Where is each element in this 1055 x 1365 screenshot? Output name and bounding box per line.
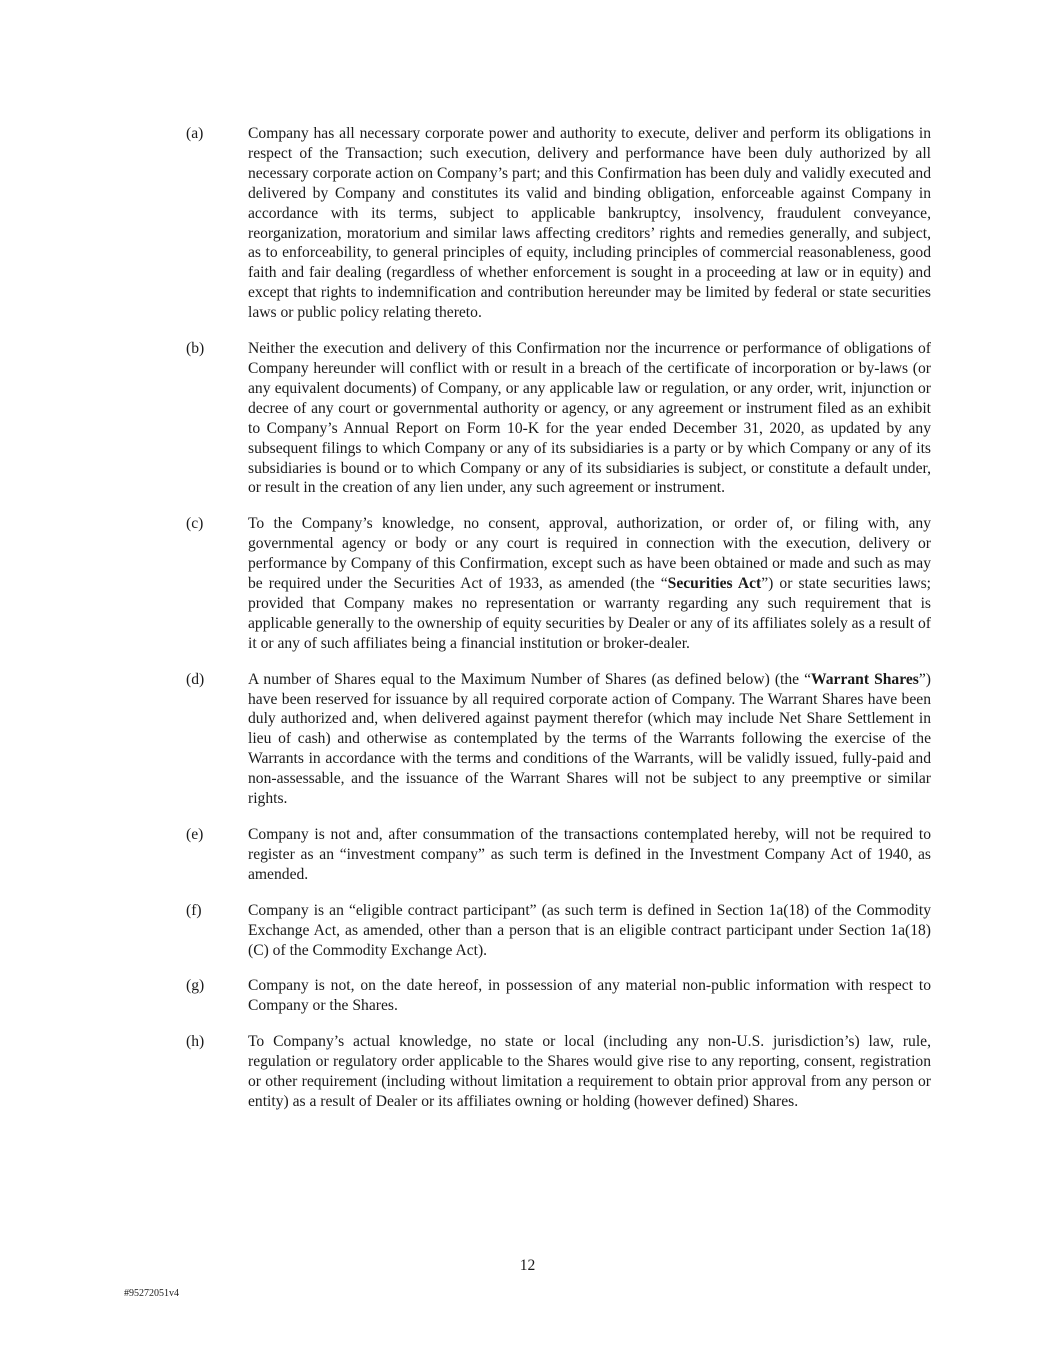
clause-text: To Company’s actual knowledge, no state or local (including any non-U.S. jurisdiction’s) law, rule, regulation or regulatory order applicable to the Shares would give rise to any reporting, consent, registration or other requirement (including without limitation a requirement to obtain prior approval from any person or entity) as a result of Dealer or its affiliates owning or holding (however defined) Shares. bbox=[248, 1033, 931, 1110]
defined-term: Securities Act bbox=[667, 575, 762, 593]
clause-label: (c) bbox=[186, 515, 204, 533]
clause-list bbox=[186, 124, 931, 1128]
clause-text: Company is not, on the date hereof, in possession of any material non-public information with respect to Company or the Shares. bbox=[248, 977, 931, 1015]
defined-term: Warrant Shares bbox=[811, 670, 919, 688]
clause-label: (e) bbox=[186, 826, 204, 843]
page-number: 12 bbox=[519, 1257, 536, 1274]
document-id: #95272051v4 bbox=[124, 1288, 179, 1299]
clause-a bbox=[186, 124, 931, 323]
clause-text: Neither the execution and delivery of this Confirmation nor the incurrence or performance of obligations of Company hereunder will conflict with or result in a breach of the certificate of incorporation or by-laws (or any equivalent documents) of Company, or any applicable law or regulation, or any order, writ, injunction or decree of any court or governmental authority or agency, or any agreement or instrument filed as an exhibit to Company’s Annual Report on Form 10-K for the year ended December 31, 2020, as updated by any subsequent filings to which Company or any of its subsidiaries is a party or by which Company or any of its subsidiaries is bound or to which Company or any of its subsidiaries is subject, or constitute a default under, or result in the creation of any lien under, any such agreement or instrument. bbox=[248, 340, 931, 497]
clause-g bbox=[186, 976, 931, 1016]
clause-f bbox=[186, 901, 931, 961]
clause-label: (a) bbox=[186, 125, 204, 142]
clause-label: (h) bbox=[186, 1033, 205, 1051]
clause-c bbox=[186, 514, 931, 653]
clause-text bbox=[248, 670, 931, 809]
clause-b bbox=[186, 339, 931, 498]
clause-text: Company has all necessary corporate power and authority to execute, deliver and perform its obligations in respect of the Transaction; such execution, delivery and performance have been duly authorized by all necessary corporate action on Company’s part; and this Confirmation has been duly and validly executed and delivered by Company and constitutes its valid and binding obligation, enforceable against Company in accordance with its terms, subject to applicable bankruptcy, insolvency, fraudulent conveyance, reorganization, moratorium and similar laws affecting creditors’ rights and remedies generally, and subject, as to enforceability, to general principles of equity, including principles of commercial reasonableness, good faith and fair dealing (regardless of whether enforcement is sought in a proceeding at law or in equity) and except that rights to indemnification and contribution hereunder may be limited by federal or state securities laws or public policy relating thereto. bbox=[248, 125, 931, 322]
clause-e bbox=[186, 825, 931, 885]
clause-label: (f) bbox=[186, 901, 202, 919]
clause-text: Company is not and, after consummation of the transactions contemplated hereby, will not be required to register as an “investment company” as such term is defined in the Investment Company Act of 1940, as amended. bbox=[248, 826, 931, 883]
clause-text: Company is an “eligible contract participant” (as such term is defined in Section 1a(18) of the Commodity Exchange Act, as amended, other than a person that is an eligible contract participant under Section 1a(18)(C) of the Commodity Exchange Act). bbox=[248, 901, 931, 959]
clause-text-part: ”) or state securities laws; provided that Company makes no representation or warranty regarding any such requirement that is applicable generally to the ownership of equity securities by Dealer or any of its affiliates solely as a result of it or any of such affiliates being a financial institution or broker-dealer. bbox=[248, 575, 931, 652]
clause-label: (g) bbox=[186, 977, 205, 995]
clause-h bbox=[186, 1032, 931, 1112]
clause-d bbox=[186, 670, 931, 809]
clause-text bbox=[248, 514, 931, 653]
clause-text-part: A number of Shares equal to the Maximum Number of Shares (as defined below) (the “ bbox=[248, 670, 812, 688]
clause-text-part: To the Company’s knowledge, no consent, approval, authorization, or order of, or filing with, any governmental agency or body or any court is required in connection with the execution, delivery or performance by Company of this Confirmation, except such as have been obtained or made and such as may be required under the Securities Act of 1933, as amended (the “ bbox=[248, 515, 931, 593]
clause-label: (b) bbox=[186, 340, 205, 358]
clause-text-part: ”) have been reserved for issuance by all required corporate action of Company. The Warrant Shares have been duly authorized and, when delivered against payment therefor (which may include Net Share Settlement in lieu of cash) and otherwise as contemplated by the terms of the Warrants following the exercise of the Warrants in accordance with the terms and conditions of the Warrants, will be validly issued, fully-paid and non-assessable, and the issuance of the Warrant Shares will not be subject to any preemptive or similar rights. bbox=[248, 670, 931, 808]
clause-label: (d) bbox=[186, 670, 205, 688]
